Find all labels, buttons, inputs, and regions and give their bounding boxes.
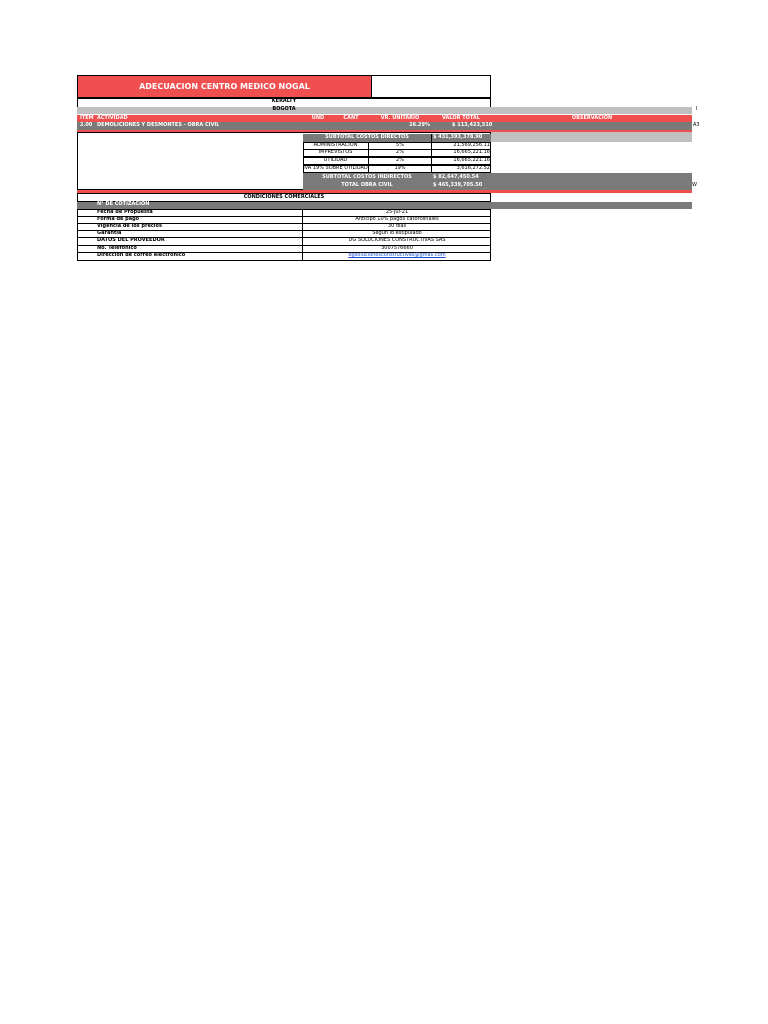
indirect-pct: 19%	[394, 165, 406, 171]
side-mark-top: I	[696, 106, 698, 112]
conditions-title: CONDICIONES COMERCIALES	[243, 194, 325, 200]
header-activity: ACTIVIDAD	[97, 115, 128, 121]
indirect-label: UTILIDAD	[323, 157, 348, 163]
city-name: BOGOTA	[272, 106, 296, 112]
side-mark-lower: W	[692, 182, 697, 188]
header-unit: UND	[311, 115, 325, 121]
subtotal-direct-label: SUBTOTAL COSTOS DIRECTOS	[325, 134, 409, 140]
condition-value: 3007576660	[381, 245, 413, 251]
condition-label: Garantia	[97, 230, 122, 236]
client-name: KERALTY	[271, 98, 297, 104]
header-observation: OBSERVACION	[571, 115, 613, 121]
subtotal-indirect-label: SUBTOTAL COSTOS INDIRECTOS	[322, 174, 412, 180]
header-item: ITEM	[80, 115, 94, 121]
total-label: TOTAL OBRA CIVIL	[341, 182, 393, 188]
indirect-label: IVA 19% SOBRE UTILIDAD	[303, 165, 368, 171]
indirect-pct: 2%	[396, 157, 404, 163]
quote-number-row	[77, 202, 692, 209]
condition-label: Forma de pago	[97, 216, 140, 222]
condition-value: Anticipo 10% pagos catorcenales	[355, 216, 439, 222]
indirect-value: 16,665,221.16	[453, 157, 490, 163]
condition-value: 30 dias	[387, 223, 407, 229]
row-activity: DEMOLICIONES Y DESMONTES - OBRA CIVIL	[97, 122, 220, 128]
total-value: $ 465,339,705.50	[433, 182, 483, 188]
indirect-value: 3,616,272.52	[456, 165, 490, 171]
indirect-label: IMPREVISTOS	[318, 149, 353, 155]
subtotal-indirect-value: $ 82,647,450.54	[433, 174, 479, 180]
indirect-label: ADMINISTRACION	[313, 142, 358, 148]
condition-label: DATOS DEL PROVEEDOR	[97, 237, 165, 243]
condition-value: DG SOLUCIONES CONSTRUCTIVAS SAS	[348, 237, 446, 243]
condition-label: Vigencia de los precios	[97, 223, 162, 229]
row-total: $ 113,423,510	[452, 122, 493, 128]
title-blank-cell	[371, 75, 491, 98]
email-link[interactable]: dgsolucionesconstructivas@gmail.com	[348, 252, 446, 258]
subtotal-direct-value: $ 431,393,378.90	[433, 134, 483, 140]
summary-col-line	[368, 142, 369, 173]
condition-label: Dirección de correo electronico	[97, 252, 186, 258]
quote-number-label: N° DE COTIZACION	[97, 201, 150, 207]
indirect-pct: 2%	[396, 149, 404, 155]
row-item: 2.00	[80, 122, 93, 128]
indirect-pct: 5%	[396, 142, 404, 148]
side-mark-middle: A3	[693, 122, 700, 128]
row-percent: 26.29%	[409, 122, 430, 128]
indirect-value: 16,665,221.16	[453, 149, 490, 155]
project-title: ADECUACION CENTRO MEDICO NOGAL	[139, 82, 310, 91]
header-qty: CANT	[343, 115, 359, 121]
header-unit-price: VR. UNITARIO	[380, 115, 420, 121]
separator-gray	[491, 132, 692, 142]
condition-label: No. Telefónico	[97, 245, 137, 251]
condition-value: Según lo estipulado	[372, 230, 422, 236]
indirect-value: 21,569,256.11	[453, 142, 490, 148]
condition-label: Fecha de Propuesta	[97, 209, 153, 215]
header-total: VALOR TOTAL	[442, 115, 480, 121]
condition-value: 25-jul-21	[385, 209, 409, 215]
